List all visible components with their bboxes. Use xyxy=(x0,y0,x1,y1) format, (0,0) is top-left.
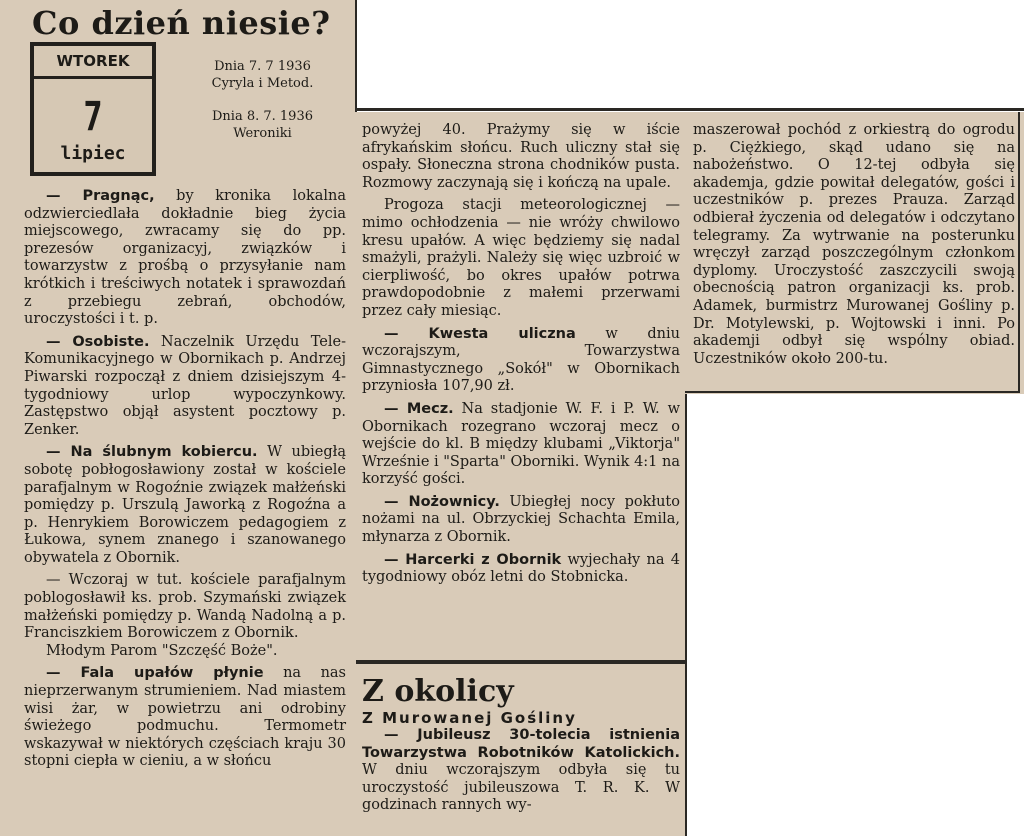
article xyxy=(24,444,346,567)
bottom-rule xyxy=(685,391,1020,393)
col2-text xyxy=(362,122,680,587)
article-body: Młodym Parom "Szczęść Boże". xyxy=(46,642,278,659)
right-rule xyxy=(1018,112,1020,392)
date-line: Dnia 7. 7 1936 xyxy=(214,59,311,74)
article-body: W ubiegłą sobotę pobłogosławiony został w kościele parafjalnym w Rogoźnie związek małżeński pomiędzy p. Urszulą Jaworką z Rogoźna a p. Henrykiem Borowiczem pedagogiem z Łukowa, synem znanego i szanowanego obywatela z Obornik. xyxy=(24,444,346,566)
article xyxy=(362,727,680,815)
article xyxy=(693,122,1015,368)
article-body: Naczelnik Urzędu Tele-Komunikacyjnego w Obornikach p. Andrzej Piwarski rozpoczął z dniem dzisiejszym 4-tygodniowy urlop wypoczynkowy. Zastępstwo objął asystent pocztowy p. Zenker. xyxy=(24,333,346,438)
article-body: Ubiegłej nocy pokłuto nożami na ul. Obrzyckiej Schachta Emila, młynarza z Obornik. xyxy=(362,493,680,546)
article xyxy=(362,494,680,547)
article-body: powyżej 40. Prażymy się w iście afrykańskim słońcu. Ruch uliczny stał się ospały. Słoneczna strona chodników pusta. Rozmowy zaczynają się i kończą na upale. xyxy=(362,122,680,191)
article-heading: — Jubileusz 30-tolecia istnienia Towarzystwa Robotników Katolickich. xyxy=(362,727,680,761)
date-line: Weroniki xyxy=(233,126,292,141)
article-heading: — Kwesta uliczna xyxy=(384,325,576,342)
article xyxy=(24,572,346,642)
page-title: Co dzień niesie? xyxy=(32,4,331,42)
article xyxy=(362,197,680,320)
col3-text xyxy=(693,122,1015,368)
section-rule xyxy=(356,660,686,664)
article-body: w dniu wczorajszym, Towarzystwa Gimnastycznego „Sokół" w Obornikach przyniosła 107,90 zł. xyxy=(362,325,680,395)
article-heading: — Mecz. xyxy=(384,400,454,417)
article xyxy=(362,552,680,587)
article-body: W dniu wczorajszym odbyła się tu uroczystość jubileuszowa T. R. K. W godzinach rannych wy- xyxy=(362,762,680,814)
section-okolica xyxy=(362,672,680,815)
article-body: na nas nieprzerwanym strumieniem. Nad miastem wisi żar, w powietrzu ani odrobiny świeżego podmuchu. Termometr wskazywał w niektórych częściach kraju 30 stopni ciepła w cieniu, a w słońcu xyxy=(24,665,346,770)
article xyxy=(24,188,346,329)
article-body: Progoza stacji meteorologicznej — mimo ochłodzenia — nie wróży chwilowo kresu upałów. A więc będziemy się nadal smażyli, prażyli. Należy się więc uzbroić w cierpliwość, bo okres upałów potrwa prawdopodobnie z małemi przerwami przez cały miesiąc. xyxy=(362,197,680,319)
article-heading: — Harcerki z Obornik xyxy=(384,551,562,568)
calendar-box xyxy=(30,42,156,176)
col1-text xyxy=(24,188,346,771)
section-title: Z okolicy xyxy=(362,674,514,709)
article-body: wyjechały na 4 tygodniowy obóz letni do Stobnicka. xyxy=(362,551,681,586)
article-body: Na stadjonie W. F. i P. W. w Obornikach rozegrano wczoraj mecz o wejście do kl. B między klubami „Viktorja" Wrześnie i "Sparta" Oborniki. Wynik 4:1 na korzyść gości. xyxy=(362,400,681,488)
calendar-day: 7 xyxy=(83,94,103,140)
article-heading: — Fala upałów płynie xyxy=(46,665,264,682)
article-heading: — Pragnąc, xyxy=(46,188,155,204)
article xyxy=(24,334,346,440)
article-body: by kronika lokalna odzwierciedlała dokładnie bieg życia miejscowego, zwracamy się do pp. prezesów organizacyj, związków i towarzystw z prośbą o przysyłanie nam krótkich i treściwych notatek i sprawozdań z przebiegu zebrań, obchodów, uroczystości i t. p. xyxy=(24,188,347,328)
article xyxy=(362,122,680,192)
article xyxy=(362,401,680,489)
article-heading: — Nożownicy. xyxy=(384,493,500,510)
calendar-weekday: WTOREK xyxy=(34,46,152,79)
article-heading: — Na ślubnym kobiercu. xyxy=(46,444,258,461)
article-body: — Wczoraj w tut. kościele parafjalnym poblogosławił ks. prob. Szymański związek małżeński pomiędzy p. Wandą Nadolną a p. Franciszkiem Borowiczem z Obornik. xyxy=(24,572,346,642)
article xyxy=(24,665,346,771)
article xyxy=(362,326,680,396)
article xyxy=(24,643,346,661)
section-subtitle: Z Murowanej Gośliny xyxy=(362,709,577,727)
calendar-month: lipiec xyxy=(60,143,126,164)
date-info xyxy=(190,58,335,142)
article-heading: — Osobiste. xyxy=(46,333,150,350)
date-line: Dnia 8. 7. 1936 xyxy=(212,109,313,124)
top-rule xyxy=(355,108,1024,111)
date-line: Cyryla i Metod. xyxy=(211,76,314,91)
article-body: maszerował pochód z orkiestrą do ogrodu p. Ciężkiego, skąd udano się na nabożeństwo. O 12-tej odbyła się akademja, gdzie powitał delegatów, gości i uczestników p. prezes Prauza. Zarząd odbierał życzenia od delegatów i odczytano telegramy. Za wytrwanie na posterunku wręczył zarząd poszczególnym członkom dyplomy. Uroczystość zaszczycili swoją obecnością patron organizacji ks. prob. Adamek, burmistrz Murowanej Gośliny p. Dr. Motylewski, p. Wojtowski i inni. Po akademji odbył się wspólny obiad. Uczestników około 200-tu. xyxy=(693,122,1015,367)
